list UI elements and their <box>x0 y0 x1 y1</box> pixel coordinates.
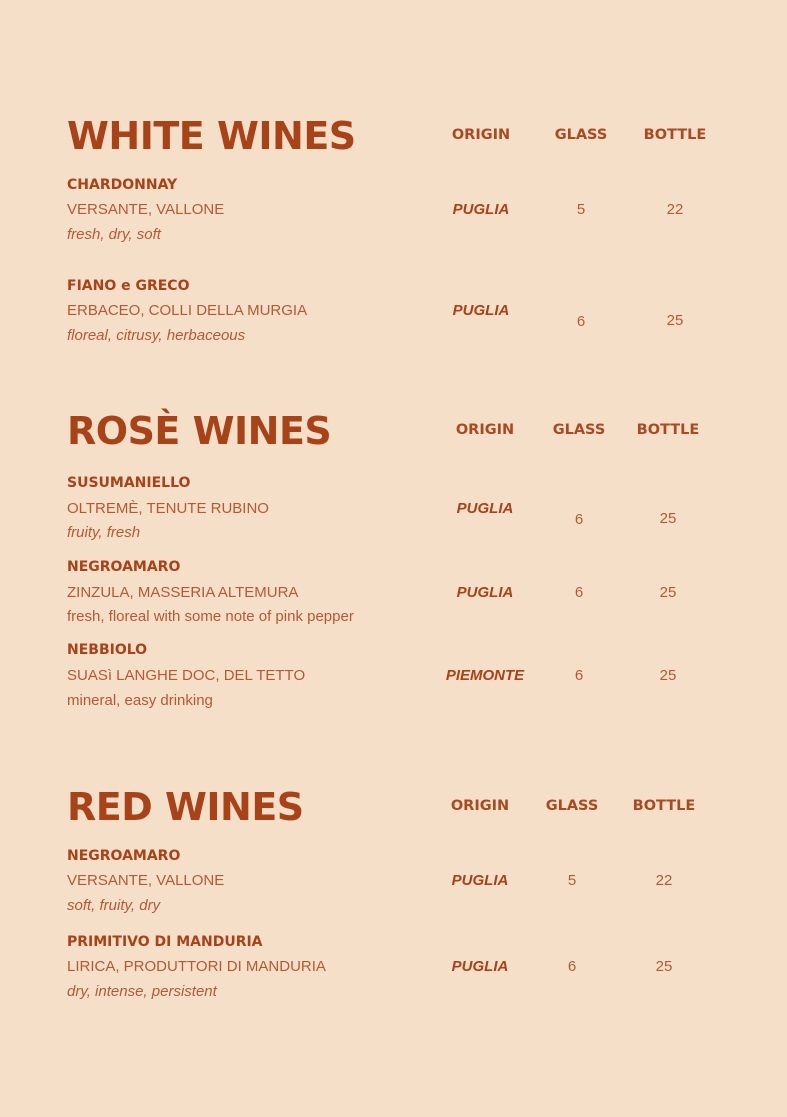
header-bottle: BOTTLE <box>643 127 707 143</box>
wine-notes: mineral, easy drinking <box>67 692 213 709</box>
wine-producer: ERBACEO, COLLI DELLA MURGIA <box>67 302 308 319</box>
wine-bottle-price: 25 <box>655 958 673 975</box>
wine-notes: fresh, floreal with some note of pink pepper <box>67 608 354 625</box>
header-origin: ORIGIN <box>451 127 511 143</box>
wine-bottle-price: 25 <box>659 584 677 601</box>
wine-glass-price: 6 <box>567 958 577 975</box>
wine-name: CHARDONNAY <box>67 177 178 193</box>
wine-origin: PUGLIA <box>452 302 510 319</box>
section-title-red-wines: RED WINES <box>67 785 304 829</box>
header-origin: ORIGIN <box>455 422 515 438</box>
wine-bottle-price: 25 <box>659 667 677 684</box>
wine-glass-price: 6 <box>574 667 584 684</box>
wine-notes: dry, intense, persistent <box>67 983 217 1000</box>
wine-origin: PUGLIA <box>452 201 510 218</box>
wine-producer: LIRICA, PRODUTTORI DI MANDURIA <box>67 958 326 975</box>
header-bottle: BOTTLE <box>636 422 700 438</box>
wine-origin: PUGLIA <box>451 872 509 889</box>
wine-glass-price: 5 <box>567 872 577 889</box>
wine-name: NEGROAMARO <box>67 848 181 864</box>
header-glass: GLASS <box>552 422 606 438</box>
wine-origin: PIEMONTE <box>445 667 525 684</box>
wine-producer: VERSANTE, VALLONE <box>67 201 225 218</box>
header-glass: GLASS <box>554 127 608 143</box>
wine-notes: fresh, dry, soft <box>67 226 161 243</box>
wine-name: NEGROAMARO <box>67 559 181 575</box>
wine-notes: fruity, fresh <box>67 524 141 541</box>
wine-bottle-price: 22 <box>666 201 684 218</box>
wine-bottle-price: 25 <box>666 312 684 329</box>
wine-origin: PUGLIA <box>456 584 514 601</box>
wine-producer: SUASì LANGHE DOC, DEL TETTO <box>67 667 306 684</box>
wine-name: NEBBIOLO <box>67 642 148 658</box>
wine-producer: ZINZULA, MASSERIA ALTEMURA <box>67 584 299 601</box>
wine-origin: PUGLIA <box>456 500 514 517</box>
wine-glass-price: 6 <box>574 584 584 601</box>
wine-producer: VERSANTE, VALLONE <box>67 872 225 889</box>
wine-bottle-price: 25 <box>659 510 677 527</box>
header-glass: GLASS <box>545 798 599 814</box>
wine-origin: PUGLIA <box>451 958 509 975</box>
wine-name: SUSUMANIELLO <box>67 475 191 491</box>
wine-glass-price: 6 <box>576 313 586 330</box>
wine-notes: soft, fruity, dry <box>67 897 161 914</box>
section-title-rose-wines: ROSÈ WINES <box>67 409 332 453</box>
wine-name: FIANO e GRECO <box>67 278 190 294</box>
wine-notes: floreal, citrusy, herbaceous <box>67 327 246 344</box>
section-title-white-wines: WHITE WINES <box>67 114 356 158</box>
header-origin: ORIGIN <box>450 798 510 814</box>
wine-bottle-price: 22 <box>655 872 673 889</box>
wine-producer: OLTREMÈ, TENUTE RUBINO <box>67 500 269 517</box>
wine-glass-price: 5 <box>576 201 586 218</box>
wine-name: PRIMITIVO DI MANDURIA <box>67 934 263 950</box>
header-bottle: BOTTLE <box>632 798 696 814</box>
wine-glass-price: 6 <box>574 511 584 528</box>
